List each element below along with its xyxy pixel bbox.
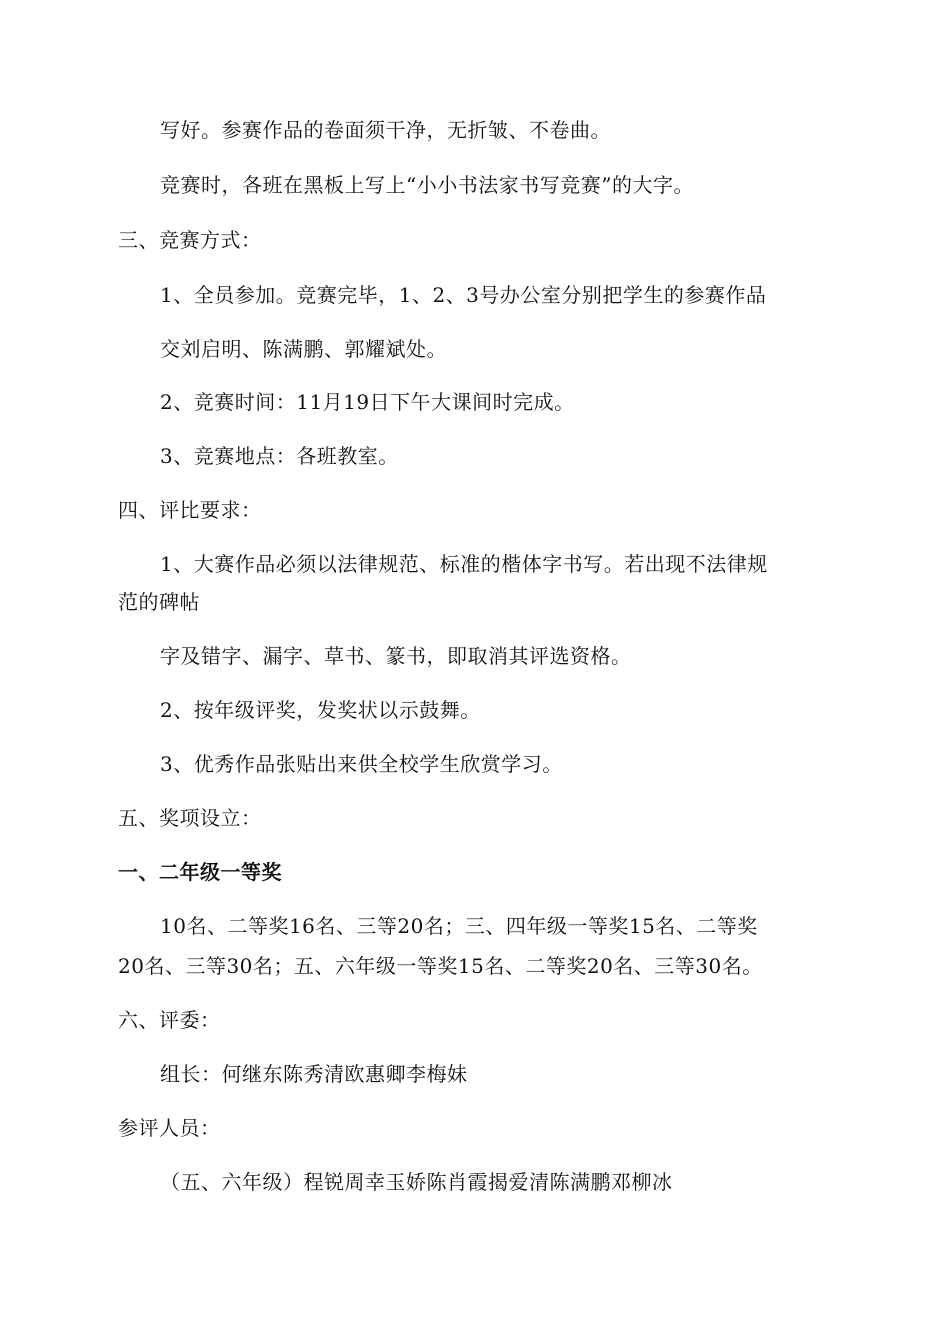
paragraph-line: 写好。参赛作品的卷面须干净，无折皱、不卷曲。 <box>160 118 611 142</box>
section-heading: 四、评比要求： <box>118 498 262 522</box>
paragraph-line: 3、竞赛地点：各班教室。 <box>160 444 399 468</box>
section-heading: 五、奖项设立： <box>118 806 262 830</box>
paragraph-line: 3、优秀作品张贴出来供全校学生欣赏学习。 <box>160 752 563 776</box>
paragraph-line: 交刘启明、陈满鹏、郭耀斌处。 <box>160 337 447 361</box>
paragraph-line: 竞赛时，各班在黑板上写上“小小书法家书写竞赛”的大字。 <box>160 173 694 197</box>
paragraph-line: 1、大赛作品必须以法律规范、标准的楷体字书写。若出现不法律规 <box>160 552 768 576</box>
bold-heading: 一、二年级一等奖 <box>118 860 282 884</box>
section-heading: 三、竞赛方式： <box>118 228 262 252</box>
paragraph-line: 组长：何继东陈秀清欧惠卿李梅妹 <box>160 1062 468 1086</box>
paragraph-line: 2、竞赛时间：11月19日下午大课间时完成。 <box>160 390 575 414</box>
paragraph-line: 10名、二等奖16名、三等20名；三、四年级一等奖15名、二等奖 <box>160 914 758 938</box>
paragraph-line: 参评人员： <box>118 1116 221 1140</box>
paragraph-line: 1、全员参加。竞赛完毕，1、2、3号办公室分别把学生的参赛作品 <box>160 283 767 307</box>
paragraph-line: （五、六年级）程锐周幸玉娇陈肖霞揭爱清陈满鹏邓柳冰 <box>160 1170 673 1194</box>
paragraph-line: 2、按年级评奖，发奖状以示鼓舞。 <box>160 698 481 722</box>
paragraph-line: 字及错字、漏字、草书、篆书，即取消其评选资格。 <box>160 644 632 668</box>
section-heading: 六、评委： <box>118 1008 221 1032</box>
paragraph-line: 范的碑帖 <box>118 590 200 614</box>
paragraph-line: 20名、三等30名；五、六年级一等奖15名、二等奖20名、三等30名。 <box>118 954 763 978</box>
